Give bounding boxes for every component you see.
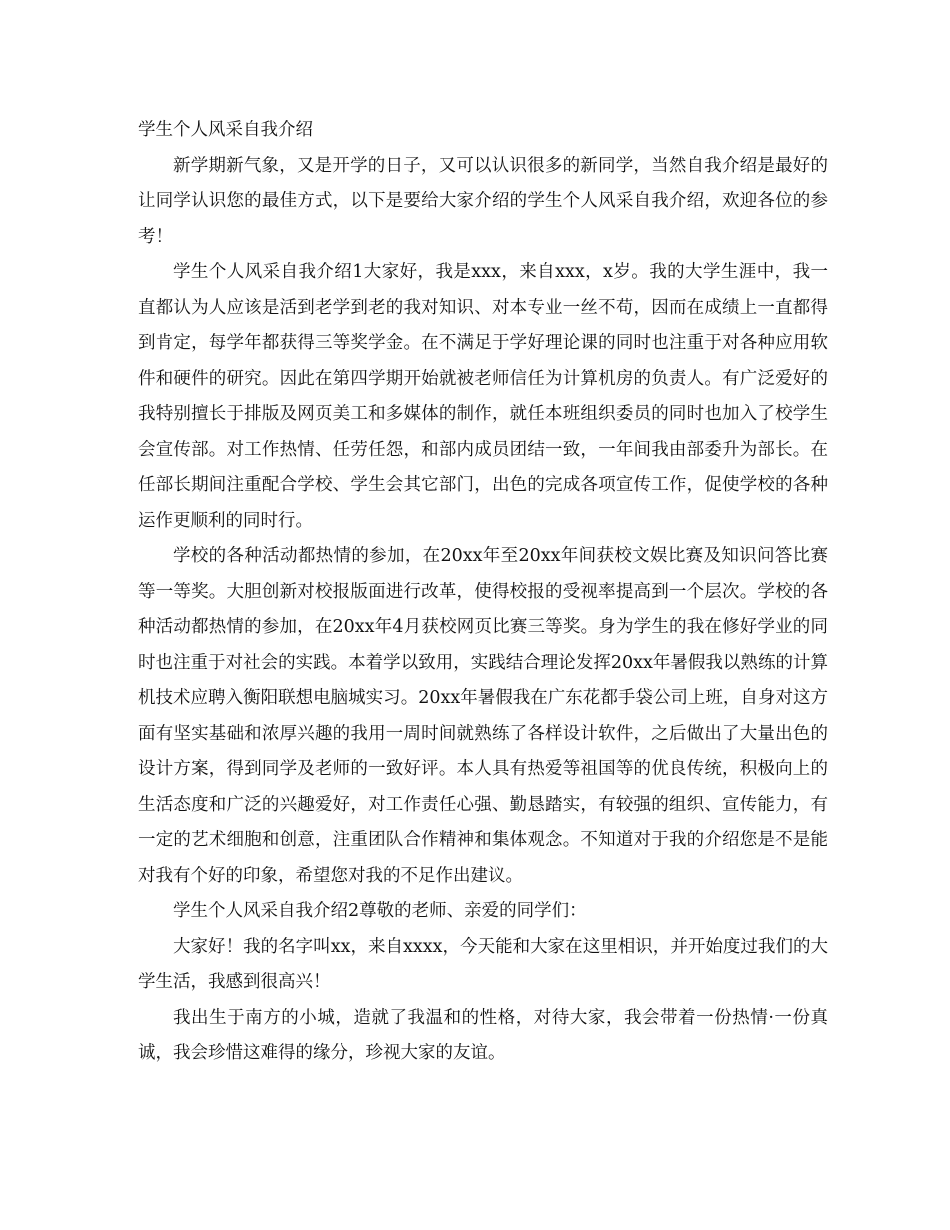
paragraph-hometown: 我出生于南方的小城，造就了我温和的性格，对待大家，我会带着一份热情·一份真诚，我会珍惜这难得的缘分，珍视大家的友谊。 bbox=[138, 1007, 828, 1063]
paragraph-activities: 学校的各种活动都热情的参加，在20xx年至20xx年间获校文娱比赛及知识问答比赛等一等奖。大胆创新对校报版面进行改革，使得校报的受视率提高到一个层次。学校的各种活动都热情的参加，在20xx年4月获校网页比赛三等奖。身为学生的我在修好学业的同时也注重于对社会的实践。本着学以致用，实践结合理论发挥20xx年暑假我以熟练的计算机技术应聘入衡阳联想电脑城实习。20xx年暑假我在广东花都手袋公司上班，自身对这方面有坚实基础和浓厚兴趣的我用一周时间就熟练了各样设计软件，之后做出了大量出色的设计方案，得到同学及老师的一致好评。本人具有热爱等祖国等的优良传统，积极向上的生活态度和广泛的兴趣爱好，对工作责任心强、勤恳踏实，有较强的组织、宣传能力，有一定的艺术细胞和创意，注重团队合作精神和集体观念。不知道对于我的介绍您是不是能对我有个好的印象，希望您对我的不足作出建议。 bbox=[138, 546, 828, 886]
document-title: 学生个人风采自我介绍 bbox=[138, 120, 313, 140]
paragraph-intro: 新学期新气象，又是开学的日子，又可以认识很多的新同学，当然自我介绍是最好的让同学认识您的最佳方式，以下是要给大家介绍的学生个人风采自我介绍，欢迎各位的参考！ bbox=[138, 155, 828, 247]
document-page bbox=[138, 113, 828, 1072]
paragraph-introduction-1: 学生个人风采自我介绍1大家好，我是xxx，来自xxx，x岁。我的大学生涯中，我一直都认为人应该是活到老学到老的我对知识、对本专业一丝不苟，因而在成绩上一直都得到肯定，每学年都获得三等奖学金。在不满足于学好理论课的同时也注重于对各种应用软件和硬件的研究。因此在第四学期开始就被老师信任为计算机房的负责人。有广泛爱好的我特别擅长于排版及网页美工和多媒体的制作，就任本班组织委员的同时也加入了校学生会宣传部。对工作热情、任劳任怨，和部内成员团结一致，一年间我由部委升为部长。在任部长期间注重配合学校、学生会其它部门，出色的完成各项宣传工作，促使学校的各种运作更顺利的同时行。 bbox=[138, 262, 828, 531]
paragraph-greeting: 大家好！我的名字叫xx，来自xxxx，今天能和大家在这里相识，并开始度过我们的大学生活，我感到很高兴！ bbox=[138, 936, 828, 992]
paragraph-introduction-2-heading: 学生个人风采自我介绍2尊敬的老师、亲爱的同学们： bbox=[173, 901, 587, 921]
